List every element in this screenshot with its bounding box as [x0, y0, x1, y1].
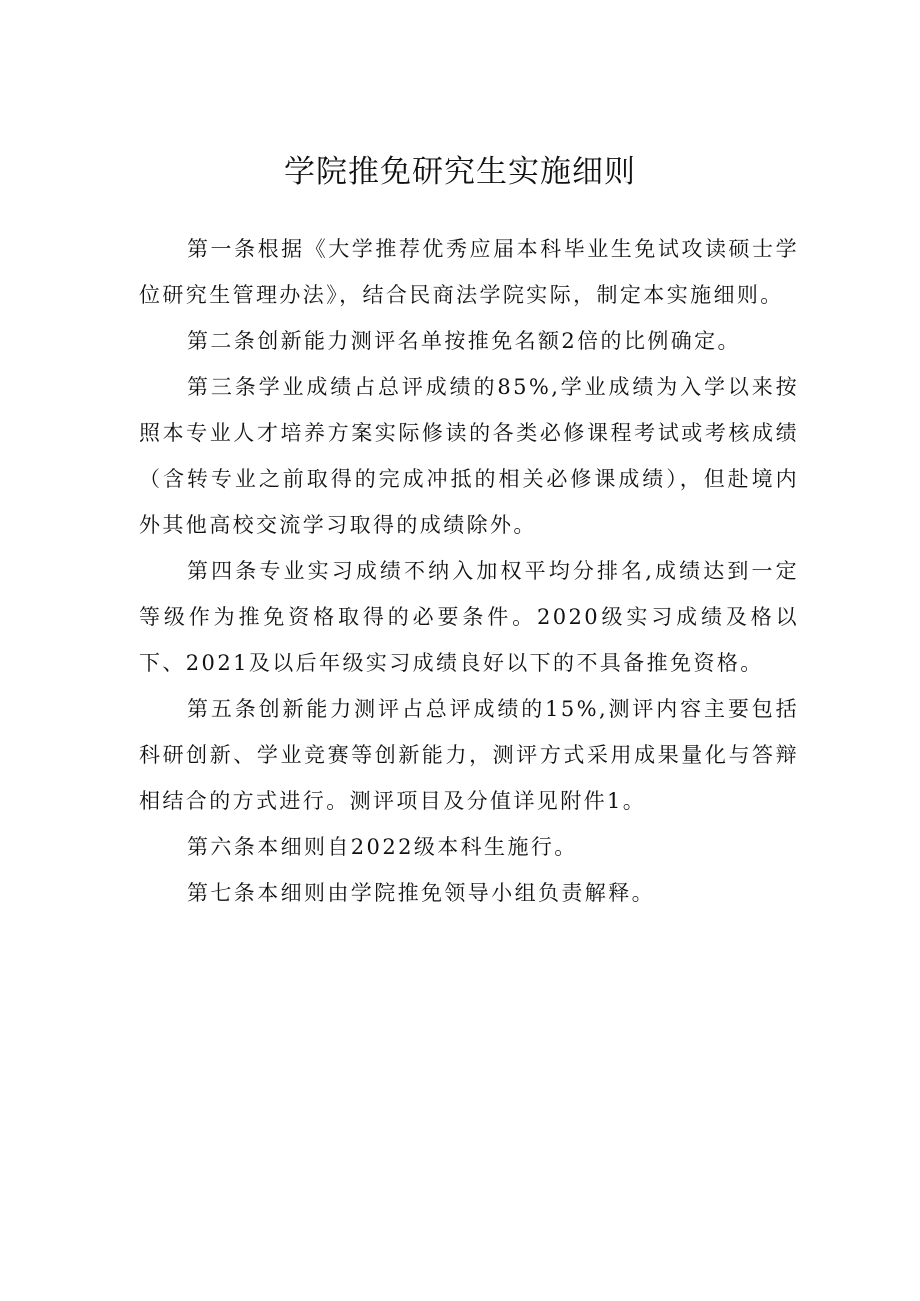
document-body — [139, 226, 799, 916]
article-1: 第一条根据《大学推荐优秀应届本科毕业生免试攻读硕士学位研究生管理办法》，结合民商法学院实际，制定本实施细则。 — [139, 237, 799, 307]
article-2: 第二条创新能力测评名单按推免名额2倍的比例确定。 — [187, 329, 741, 353]
article-4: 第四条专业实习成绩不纳入加权平均分排名,成绩达到一定等级作为推免资格取得的必要条件。2020级实习成绩及格以下、2021及以后年级实习成绩良好以下的不具备推免资格。 — [139, 559, 799, 675]
article-6: 第六条本细则自2022级本科生施行。 — [187, 835, 578, 859]
article-3: 第三条学业成绩占总评成绩的85%,学业成绩为入学以来按照本专业人才培养方案实际修读的各类必修课程考试或考核成绩（含转专业之前取得的完成冲抵的相关必修课成绩），但赴境内外其他高校交流学习取得的成绩除外。 — [139, 375, 799, 537]
article-5: 第五条创新能力测评占总评成绩的15%,测评内容主要包括科研创新、学业竞赛等创新能力，测评方式采用成果量化与答辩相结合的方式进行。测评项目及分值详见附件1。 — [139, 697, 799, 813]
document-title: 学院推免研究生实施细则 — [284, 154, 636, 190]
article-7: 第七条本细则由学院推免领导小组负责解释。 — [187, 881, 655, 905]
